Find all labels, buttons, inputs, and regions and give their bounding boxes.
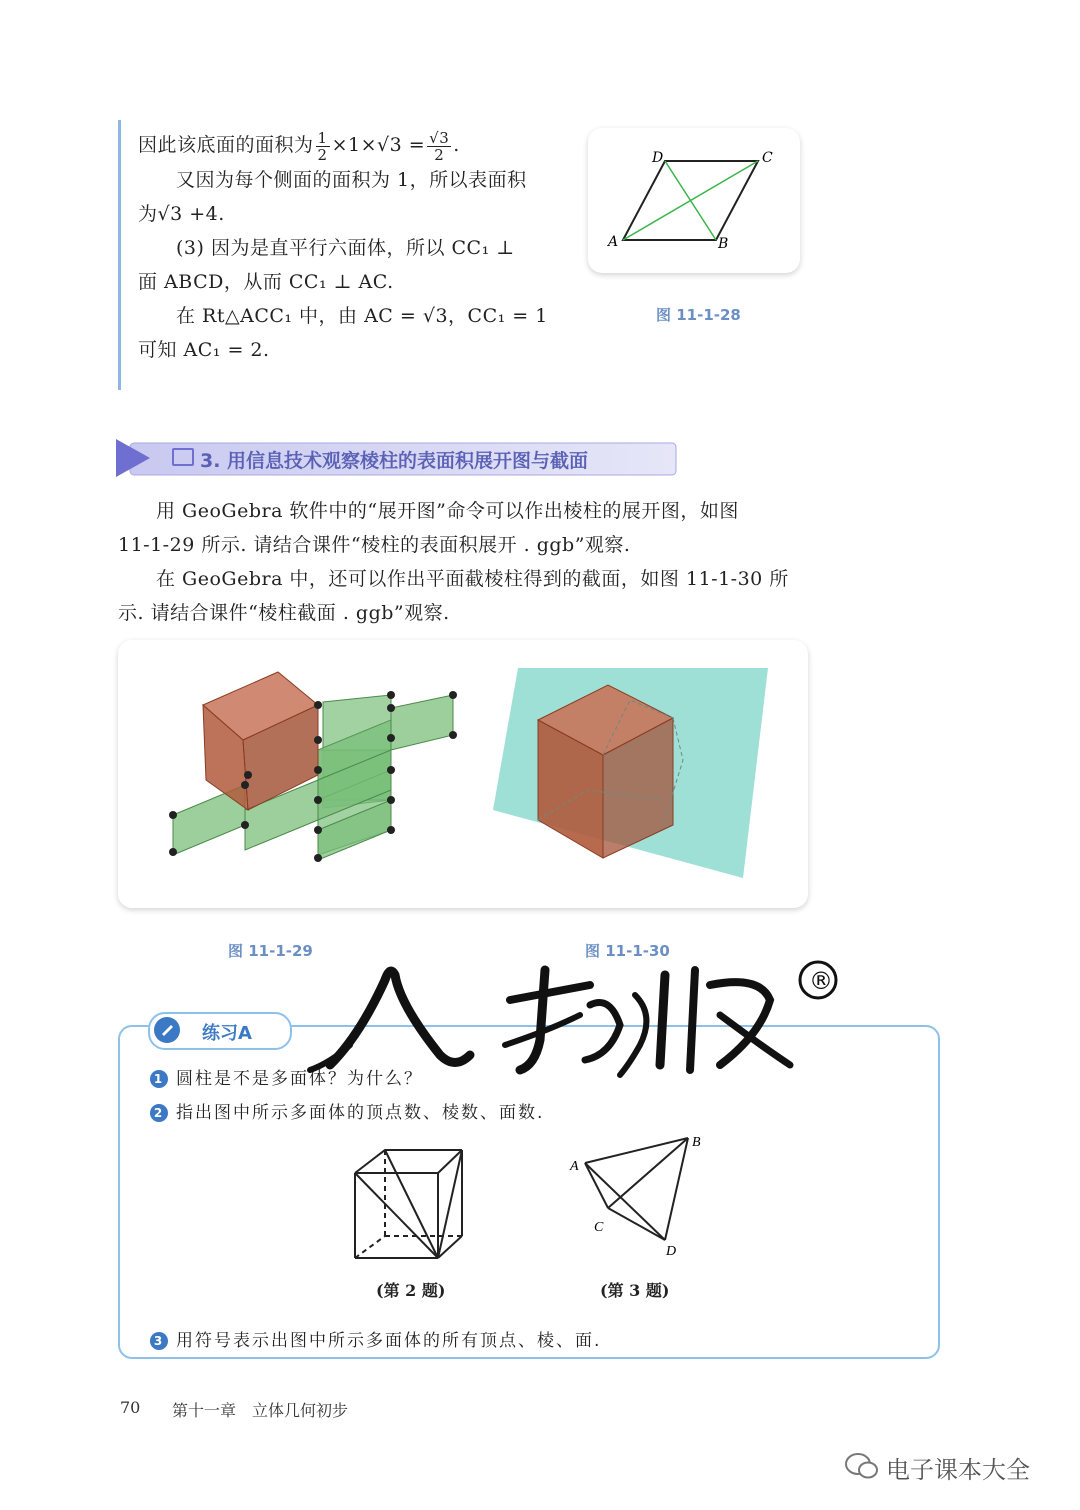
- tetra-label-b: B: [692, 1135, 701, 1150]
- fraction-half: [316, 130, 330, 163]
- figures-29-30-box: [118, 640, 808, 908]
- text-line: 11-1-29 所示. 请结合课件“棱柱的表面积展开 . ggb”观察.: [118, 534, 631, 556]
- parallelogram-figure: [588, 128, 800, 273]
- section-3-text: [118, 494, 838, 630]
- exercise-item-text: 圆柱是不是多面体？为什么？: [176, 1069, 423, 1089]
- problem-2-caption: (第 2 题): [376, 1281, 446, 1300]
- diagonal-bd: [665, 161, 716, 240]
- figure-11-1-28-caption: 图 11-1-28: [656, 306, 741, 324]
- area-line-expr: ×1×√3 =: [331, 134, 426, 156]
- screen-icon: [172, 448, 194, 466]
- polyhedron-problem-2: [355, 1150, 462, 1258]
- tetra-label-a: A: [570, 1159, 579, 1174]
- section-3-banner: [116, 437, 682, 479]
- frac-num: 1: [317, 128, 328, 147]
- geogebra-figures: [118, 640, 808, 908]
- area-line: 因此该底面的面积为 $\frac{1}{2}$ ×1×√3 = $\frac{√3}{2}$ .: [138, 128, 460, 164]
- tetra-label-c: C: [594, 1220, 604, 1235]
- figure-11-1-28-box: [588, 128, 800, 273]
- exercise-item-3: [150, 1326, 601, 1351]
- text-line: 示. 请结合课件“棱柱截面 . ggb”观察.: [118, 602, 450, 624]
- area-line-prefix: 因此该底面的面积为: [138, 134, 314, 156]
- figure-11-1-29-caption: 图 11-1-29: [228, 942, 313, 960]
- figure-11-1-30-caption: 图 11-1-30: [585, 942, 670, 960]
- section-3-title: 3. 用信息技术观察棱柱的表面积展开图与截面: [200, 450, 589, 472]
- label-a: A: [608, 234, 619, 250]
- item-number-badge: 3: [150, 1332, 168, 1350]
- text-line: 又因为每个侧面的面积为 1，所以表面积: [176, 168, 527, 191]
- label-c: C: [762, 150, 773, 166]
- item-number-badge: 1: [150, 1070, 168, 1088]
- label-b: B: [718, 236, 729, 252]
- frac-den: 2: [434, 145, 445, 164]
- text-line: 可知 AC₁ = 2.: [138, 338, 270, 361]
- exercise-a-label: 练习A: [202, 1023, 252, 1044]
- exercise-a-tab: [148, 1012, 292, 1050]
- problem-3-caption: (第 3 题): [600, 1281, 670, 1300]
- exercise-item-2: [150, 1098, 544, 1123]
- exercise-item-text: 用符号表示出图中所示多面体的所有顶点、棱、面.: [176, 1331, 602, 1351]
- text-line: (3) 因为是直平行六面体，所以 CC₁ ⊥: [176, 236, 515, 259]
- text-line: 为√3 +4.: [138, 202, 225, 225]
- exercise-item-text: 指出图中所示多面体的顶点数、棱数、面数.: [176, 1103, 545, 1123]
- text-line: 用 GeoGebra 软件中的“展开图”命令可以作出棱柱的展开图，如图: [156, 500, 739, 522]
- pep-watermark-logo: [290, 945, 850, 1085]
- tetra-label-d: D: [666, 1244, 677, 1259]
- figure-30-section: [493, 668, 768, 878]
- text-line: 在 GeoGebra 中，还可以作出平面截棱柱得到的截面，如图 11-1-30 所: [156, 568, 789, 590]
- wechat-account-name: 电子课本大全: [886, 1456, 1030, 1484]
- top-text-block: [138, 128, 578, 367]
- frac-den: 2: [317, 145, 328, 164]
- fraction-sqrt3-half: [427, 130, 451, 163]
- exercise-figures: [330, 1128, 730, 1268]
- text-line: 面 ABCD，从而 CC₁ ⊥ AC.: [138, 270, 394, 293]
- text-line: 在 Rt△ACC₁ 中，由 AC = √3，CC₁ = 1: [176, 304, 548, 327]
- left-accent-bar: [118, 120, 121, 390]
- wechat-source-label: [844, 1448, 1044, 1488]
- label-d: D: [652, 150, 664, 166]
- item-number-badge: 2: [150, 1104, 168, 1122]
- registered-mark: ®: [809, 967, 833, 995]
- frac-num: √3: [429, 128, 450, 147]
- page-number: 70: [120, 1398, 141, 1417]
- chapter-title: 第十一章 立体几何初步: [172, 1401, 349, 1420]
- wechat-icon: [844, 1450, 880, 1482]
- pencil-icon: [154, 1017, 180, 1043]
